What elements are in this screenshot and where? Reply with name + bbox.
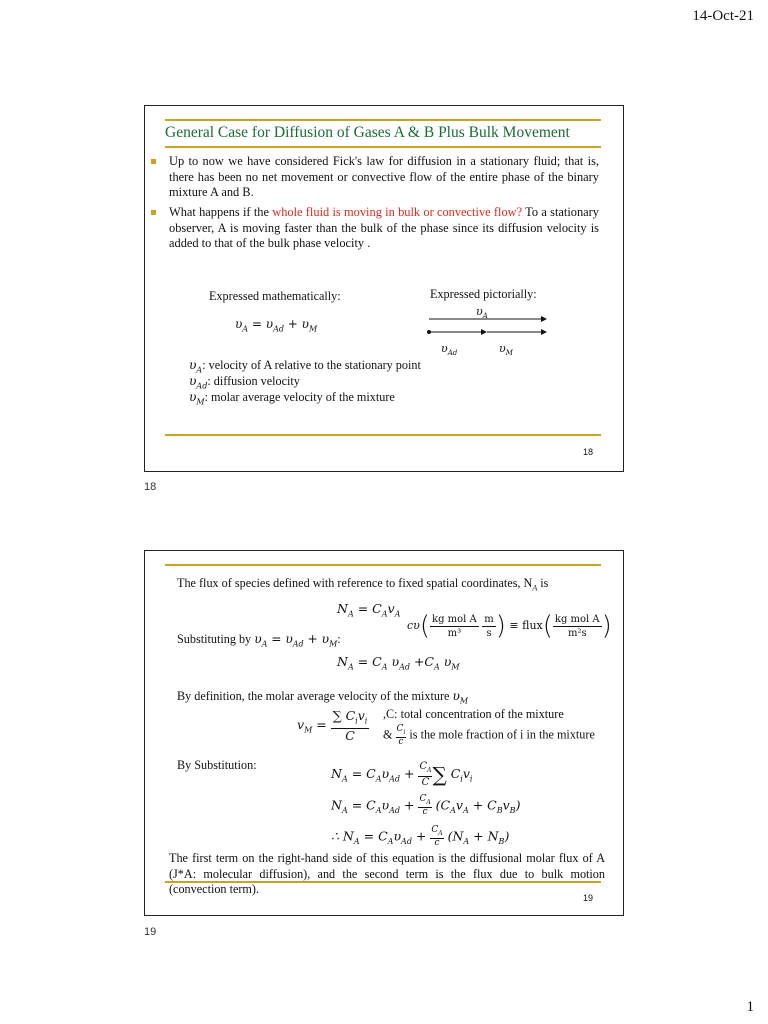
definition-line: $\upsilon_A$: velocity of A relative to the stationary point [189,358,421,375]
bullet-text: To a stationary observer, A is moving faster than the bulk of the phase since its diffusion velocity is added to that of the bulk phase velocity . [169,205,599,250]
bullet-square-icon [151,159,156,164]
highlight-text: whole fluid is moving in bulk or convective flow? [272,205,523,219]
units-denominator: s [486,627,492,639]
slide-number: 18 [582,447,593,457]
equation-5: ∴ $N_A = C_A\upsilon_{Ad}$ + $\frac{C_A}{c}$ $(N_A + N_B)$ [331,825,510,848]
arrow-right-label: $\upsilon_M$ [499,342,513,358]
total-concentration-note: ,C: total concentration of the mixture [383,707,564,721]
definition-text: : molar average velocity of the mixture [204,390,395,404]
page-number: 1 [746,999,754,1015]
flux-intro [177,576,548,592]
by-substitution-label: By Substitution: [177,758,257,772]
units-cv: cυ [407,619,420,632]
subst-label: Substituting by [177,632,252,646]
slide-19 [144,550,624,916]
header-date: 14-Oct-21 [692,8,754,24]
definition-line: $\upsilon_M$: molar average velocity of the mixture [189,390,395,407]
intro-text: The flux of species defined with reference to fixed spatial coordinates, N [177,576,533,590]
pictorial-label: Expressed pictorially: [430,287,537,301]
slide-label: 19 [144,926,157,938]
equation-2: $N_A = C_A$ $\upsilon_{Ad} +C_A$ $\upsilon_M$ [337,654,460,672]
units-numerator: kg mol A [432,613,477,625]
units-flux: ≡ flux [509,619,543,632]
conclusion-paragraph: The first term on the right-hand side of this equation is the diffusional molar flux of A (J*A: molecular diffusion), and the second term is the flux due to bulk motion (convection term). [169,851,605,896]
title-top-rule [165,119,601,121]
top-rule [165,564,601,566]
equation-3: $N_A = C_A\upsilon_{Ad}$ + $\frac{C_A}{C}$ ∑ $C_iv_i$ [331,761,473,788]
bottom-rule [165,434,601,436]
mole-fraction-text: is the mole fraction of i in the mixture [409,727,595,742]
velocity-equation: $\upsilon_A = \upsilon_{Ad} + \upsilon_M$ [235,317,318,334]
intro-end: is [537,576,549,590]
definition-text: : diffusion velocity [207,374,300,388]
bullet-text: Up to now we have considered Fick's law for diffusion in a stationary fluid; that is, there has been no net movement or convective flow of the entire phase of the binary mixture A and B. [169,154,599,199]
slide-label: 18 [144,481,157,493]
arrow-top-label: $\upsilon_A$ [476,305,488,321]
bullet-item [169,205,599,252]
definition-line: $\upsilon_{Ad}$: diffusion velocity [189,374,300,391]
definition-text: : velocity of A relative to the stationary point [202,358,421,372]
units-denominator: m²s [567,627,587,639]
units-numerator: m [484,613,494,625]
intro-sub: A [532,583,538,593]
vm-equation: $v_M$ = $\frac{\sum C_iv_i}{C}$ [297,708,368,743]
bottom-rule [165,881,601,883]
math-label: Expressed mathematically: [209,289,341,303]
equation-4: $N_A = C_A\upsilon_{Ad}$ + $\frac{C_A}{c}$ $(C_Av_A + C_Bv_B)$ [331,794,521,817]
units-numerator: kg mol A [554,613,600,625]
slide-title: General Case for Diffusion of Gases A & B Plus Bulk Movement [165,124,570,141]
substitution-line: Substituting by $\upsilon_A = \upsilon_{Ad} + \upsilon_M$: [177,632,341,649]
units-expression: cυ( $\frac{\text{kg mol A}}{\text{m³}}$ $\frac{m}{s}$ ) ≡ flux( $\frac{\text{kg mol A}}{\text{m²s}}$ ) [407,611,612,641]
title-bottom-rule [165,146,601,148]
mole-fraction-note: & $\frac{C_i}{c}$ is the mole fraction of i in the mixture [383,724,595,747]
definition-sentence: By definition, the molar average velocity of the mixture $\upsilon_M$ [177,689,469,706]
slide-number: 19 [582,893,593,903]
bullet-square-icon [151,210,156,215]
slide-18 [144,105,624,472]
bullet-item [169,154,599,201]
velocity-vector-diagram [423,311,548,341]
definition-text: By definition, the molar average velocity of the mixture [177,689,450,703]
equation-1: $N_A = C_Av_A$ [337,601,401,619]
bullet-text: What happens if the [169,205,273,219]
units-denominator: m³ [447,627,462,639]
arrow-left-label: $\upsilon_{Ad}$ [441,342,458,358]
